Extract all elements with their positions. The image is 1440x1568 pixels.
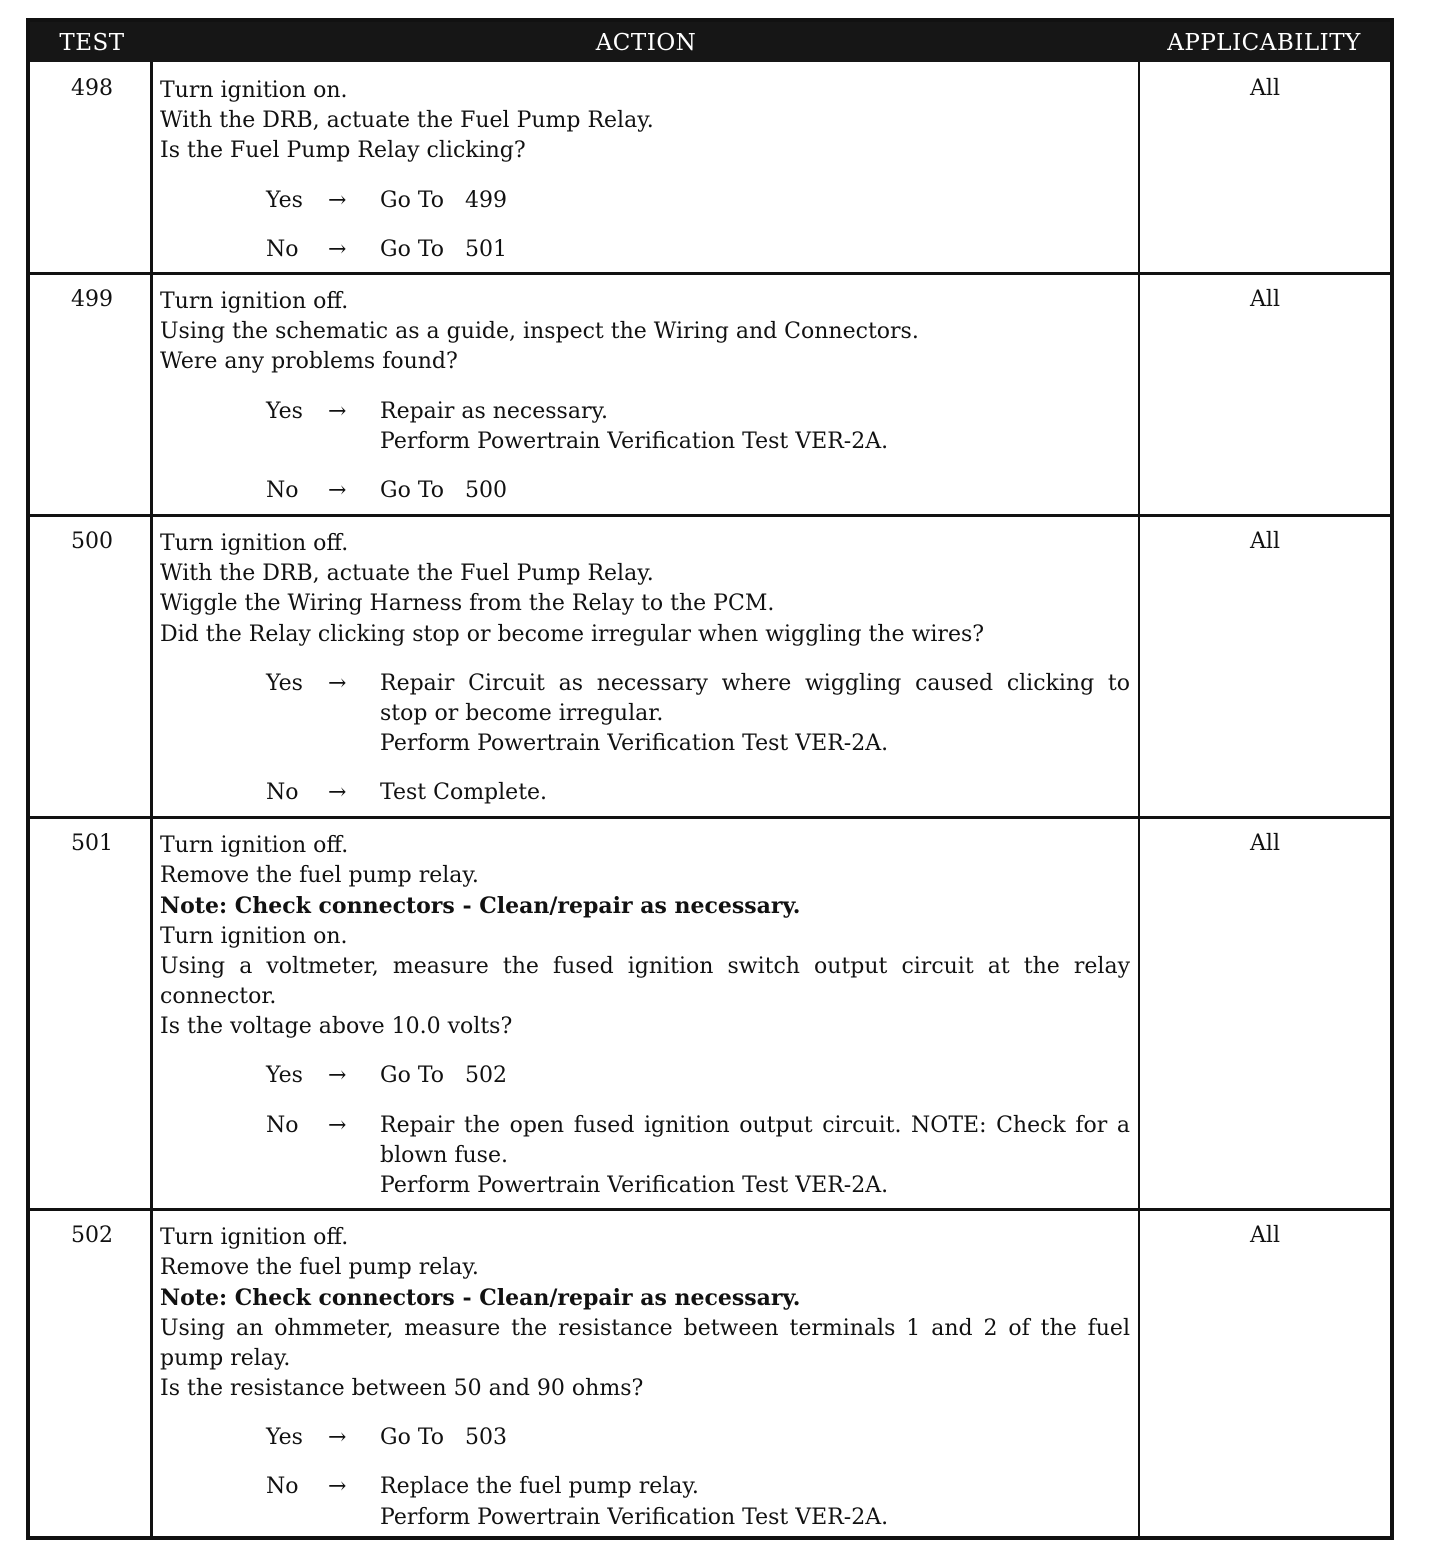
yes-label: Yes xyxy=(266,1425,303,1451)
table-row xyxy=(30,1211,1390,1536)
step-text: Turn ignition on. xyxy=(160,923,348,949)
arrow-icon: → xyxy=(328,1474,347,1500)
no-branch xyxy=(160,235,1130,265)
yes-branch xyxy=(160,186,1130,216)
note-text: Note: Check connectors - Clean/repair as necessary. xyxy=(160,1285,801,1312)
yes-branch xyxy=(160,397,1130,457)
header-applicability: APPLICABILITY xyxy=(1167,30,1361,56)
result-text: Replace the fuel pump relay. xyxy=(380,1474,699,1500)
test-number: 502 xyxy=(71,1223,113,1248)
no-label: No xyxy=(266,780,299,806)
arrow-icon: → xyxy=(328,398,347,424)
test-number: 501 xyxy=(71,831,113,856)
step-text: Turn ignition off. xyxy=(160,289,349,314)
header-action: ACTION xyxy=(595,30,697,56)
step-text: Is the Fuel Pump Relay clicking? xyxy=(160,138,526,164)
table-header xyxy=(30,22,1390,62)
result-text: Repair Circuit as necessary where wiggling caused clicking to stop or become irregular. xyxy=(380,670,1130,727)
no-label: No xyxy=(266,1474,299,1500)
action-cell xyxy=(160,76,1130,265)
step-text: Using the schematic as a guide, inspect the Wiring and Connectors. xyxy=(160,319,919,345)
result-text: Repair as necessary. xyxy=(380,398,608,424)
yes-branch xyxy=(160,1423,1130,1453)
step-text: With the DRB, actuate the Fuel Pump Relay. xyxy=(160,108,654,134)
result-text: Perform Powertrain Verification Test VER-2A. xyxy=(380,1504,889,1530)
test-number: 498 xyxy=(71,76,113,101)
table-row xyxy=(30,275,1390,515)
step-text: Remove the fuel pump relay. xyxy=(160,863,479,889)
test-number: 499 xyxy=(71,287,113,312)
result-text: Perform Powertrain Verification Test VER-2A. xyxy=(380,731,889,757)
step-text: Turn ignition on. xyxy=(160,78,348,103)
result-text: Go To 500 xyxy=(380,478,507,504)
result-text: Repair the open fused ignition output circuit. NOTE: Check for a blown fuse. xyxy=(380,1112,1130,1168)
note-text: Note: Check connectors - Clean/repair as necessary. xyxy=(160,893,801,920)
action-cell xyxy=(160,831,1130,1201)
action-cell xyxy=(160,287,1130,506)
step-text: Using an ohmmeter, measure the resistance between terminals 1 and 2 of the fuel pump relay. xyxy=(160,1315,1130,1371)
yes-branch xyxy=(160,1061,1130,1091)
result-text: Go To 499 xyxy=(380,187,507,213)
no-branch xyxy=(160,1111,1130,1202)
step-text: Is the resistance between 50 and 90 ohms? xyxy=(160,1376,644,1402)
arrow-icon: → xyxy=(328,187,347,213)
applicability: All xyxy=(1250,287,1280,312)
no-branch xyxy=(160,778,1130,808)
header-test: TEST xyxy=(59,30,125,56)
step-text: Is the voltage above 10.0 volts? xyxy=(160,1014,513,1040)
step-text: Turn ignition off. xyxy=(160,531,349,556)
arrow-icon: → xyxy=(328,236,347,262)
table-row xyxy=(30,517,1390,817)
arrow-icon: → xyxy=(328,478,347,504)
result-text: Go To 502 xyxy=(380,1063,507,1089)
arrow-icon: → xyxy=(328,1112,347,1138)
result-text: Perform Powertrain Verification Test VER-2A. xyxy=(380,1173,889,1199)
no-label: No xyxy=(266,1112,299,1138)
step-text: Turn ignition off. xyxy=(160,1225,349,1250)
applicability: All xyxy=(1250,1223,1280,1248)
step-text: Wiggle the Wiring Harness from the Relay to the PCM. xyxy=(160,591,775,617)
applicability: All xyxy=(1250,529,1280,554)
yes-label: Yes xyxy=(266,670,303,696)
table-row xyxy=(30,819,1390,1209)
yes-label: Yes xyxy=(266,1063,303,1089)
applicability: All xyxy=(1250,76,1280,101)
action-cell xyxy=(160,529,1130,809)
arrow-icon: → xyxy=(328,670,347,696)
step-text: Did the Relay clicking stop or become irregular when wiggling the wires? xyxy=(160,621,985,647)
arrow-icon: → xyxy=(328,1425,347,1451)
applicability: All xyxy=(1250,831,1280,856)
no-branch xyxy=(160,476,1130,506)
arrow-icon: → xyxy=(328,1063,347,1089)
result-text: Go To 503 xyxy=(380,1425,507,1451)
action-cell xyxy=(160,1223,1130,1533)
step-text: With the DRB, actuate the Fuel Pump Relay. xyxy=(160,561,654,587)
table-row xyxy=(30,62,1390,273)
no-label: No xyxy=(266,236,299,262)
yes-branch xyxy=(160,669,1130,760)
result-text: Test Complete. xyxy=(380,780,548,806)
result-text: Perform Powertrain Verification Test VER-2A. xyxy=(380,428,889,454)
diagnostic-test-table xyxy=(26,18,1394,1540)
step-text: Turn ignition off. xyxy=(160,833,349,858)
no-branch xyxy=(160,1472,1130,1532)
test-number: 500 xyxy=(71,529,113,554)
yes-label: Yes xyxy=(266,187,303,213)
result-text: Go To 501 xyxy=(380,236,507,262)
step-text: Were any problems found? xyxy=(160,349,458,375)
no-label: No xyxy=(266,478,299,504)
yes-label: Yes xyxy=(266,398,303,424)
step-text: Using a voltmeter, measure the fused ignition switch output circuit at the relay connector. xyxy=(160,953,1130,1010)
step-text: Remove the fuel pump relay. xyxy=(160,1255,479,1281)
arrow-icon: → xyxy=(328,780,347,806)
